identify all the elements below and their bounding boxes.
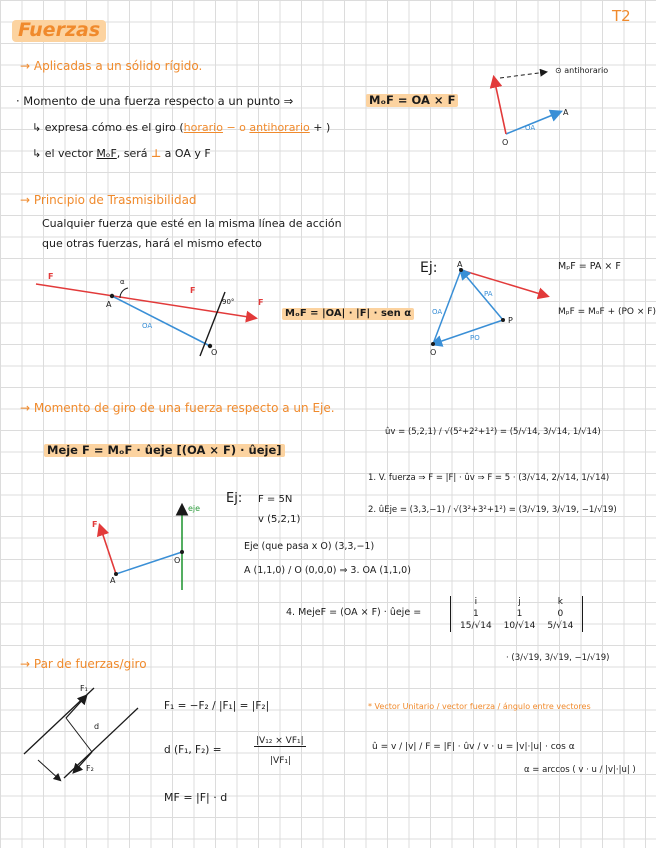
point-o-label: O	[502, 138, 509, 147]
section-heading-momento-eje: → Momento de giro de una fuerza respecto a un Eje.	[20, 401, 335, 415]
cross-product-matrix: i j k 1 1 0 15/√14 10/√14 5/√14	[450, 596, 583, 632]
giro-explanation: ↳ expresa cómo es el giro (horario − o antihorario + )	[32, 121, 331, 134]
example-oa-side	[433, 270, 461, 344]
example-pa-side	[461, 270, 503, 320]
axis-label: eje	[188, 504, 201, 513]
couple-equality: F₁ = −F₂ / |F₁| = |F₂|	[164, 700, 270, 712]
antihorario-label: ⊙ antihorario	[555, 66, 609, 75]
moment-formula: MₒF = OA × F	[366, 94, 458, 107]
couple-d-label: d	[94, 722, 100, 731]
example-pa-label: PA	[484, 290, 493, 298]
section-heading-trasmisibilidad: → Principio de Trasmisibilidad	[20, 193, 197, 207]
example-point-o: O	[430, 348, 437, 357]
antihorario-text: antihorario	[249, 121, 310, 134]
couple-distance-numerator: |V₁₂ × VF₁|	[256, 736, 304, 746]
step4-dot-product-tail: · (3/√19, 3/√19, −1/√19)	[506, 653, 610, 663]
example-po-side	[433, 320, 503, 344]
couple-distance-prefix: d (F₁, F₂) =	[164, 744, 222, 756]
couple-distance-denominator: |VF₁|	[270, 756, 292, 766]
axis-force-arrow	[100, 526, 116, 574]
axis-point-o: O	[174, 556, 181, 565]
example-moment-p-formula: MₚF = PA × F	[558, 261, 621, 272]
angle-between-vectors: α = arccos ( v · u / |v|·|u| )	[524, 765, 636, 775]
unit-vector-relations: û = v / |v| / F = |F| · ûv / v · u = |v|·|u| · cos α	[372, 742, 575, 752]
example-moment-p-sum-formula: MₚF = MₒF + (PO × F)	[558, 307, 656, 317]
axis-example-force: F = 5N	[258, 494, 293, 505]
couple-f2-label: F₂	[86, 764, 94, 773]
axis-moment-diagram	[90, 500, 200, 595]
couple-line-2	[64, 708, 138, 778]
force-label-mid: F	[190, 286, 196, 295]
example-point-p: P	[508, 316, 513, 325]
axis-example-label: Ej:	[226, 491, 243, 506]
example-triangle-diagram	[425, 262, 555, 357]
moment-axis-formula: Meje F = MₒF · ûeje [(OA × F) · ûeje]	[44, 444, 285, 457]
section-heading-solido-rigido: → Aplicadas a un sólido rígido.	[20, 59, 203, 73]
force-f1-arrow	[66, 696, 86, 718]
distance-segment	[66, 718, 92, 752]
distance-arrow	[38, 760, 60, 780]
right-angle-label: 90°	[222, 298, 235, 306]
trasmisibilidad-text-1: Cualquier fuerza que esté en la misma línea de acción	[42, 217, 342, 230]
point-a-label-2: A	[106, 300, 112, 309]
example-oa-label: OA	[432, 308, 443, 316]
alpha-label: α	[120, 278, 125, 286]
section-heading-par-fuerzas: → Par de fuerzas/giro	[20, 657, 147, 671]
step2-axis-unit-vector: 2. ûEje = (3,3,−1) / √(3²+3²+1²) = (3/√19, 3/√19, −1/√19)	[368, 505, 617, 515]
page-title: Fuerzas	[12, 20, 106, 42]
trasmisibilidad-text-2: que otras fuerzas, hará el mismo efecto	[42, 237, 262, 250]
vector-note: * Vector Unitario / vector fuerza / ángulo entre vectores	[368, 702, 591, 711]
point-a-label: A	[563, 108, 569, 117]
horario-text: horario	[183, 121, 223, 134]
axis-example-points: A (1,1,0) / O (0,0,0) ⇒ 3. OA (1,1,0)	[244, 565, 411, 576]
example-force-arrow	[461, 270, 547, 296]
rotation-dashed-arrow	[500, 72, 546, 78]
trasmisibilidad-formula: MₒF = |OA| · |F| · sen α	[282, 308, 414, 320]
moment-definition-text: · Momento de una fuerza respecto a un punto ⇒	[16, 94, 294, 108]
couple-f1-label: F₁	[80, 684, 88, 693]
axis-point-a: A	[110, 576, 116, 585]
perpendicular-explanation: ↳ el vector MₒF, será ⊥ a OA y F	[32, 147, 211, 160]
oa-vector-label: OA	[525, 124, 536, 132]
axis-force-label: F	[92, 520, 98, 529]
moment-vector-arrow	[494, 78, 506, 134]
axis-example-eje: Eje (que pasa x O) (3,3,−1)	[244, 541, 375, 552]
example-label: Ej:	[420, 260, 438, 276]
axis-example-vector: v (5,2,1)	[258, 514, 301, 525]
example-point-a: A	[457, 260, 463, 269]
trasmisibilidad-diagram	[30, 264, 280, 360]
couple-diagram	[20, 682, 150, 782]
oa-axis-segment	[116, 552, 182, 574]
couple-moment: MF = |F| · d	[164, 791, 228, 804]
example-po-label: PO	[470, 334, 480, 342]
oa-label-2: OA	[142, 322, 153, 330]
step1-force-vector: 1. V. fuerza ⇒ F = |F| · ûv ⇒ F = 5 · (3/√14, 2/√14, 1/√14)	[368, 473, 610, 483]
force-label-right: F	[258, 298, 264, 307]
unit-vector-formula: ûv = (5,2,1) / √(5²+2²+1²) = (5/√14, 3/√14, 1/√14)	[385, 427, 601, 437]
step4-moment-axis: 4. MejeF = (OA × F) · ûeje =	[286, 607, 422, 618]
force-label-left: F	[48, 272, 54, 281]
point-o-label-2: O	[211, 348, 218, 357]
page-tag: T2	[612, 7, 631, 25]
